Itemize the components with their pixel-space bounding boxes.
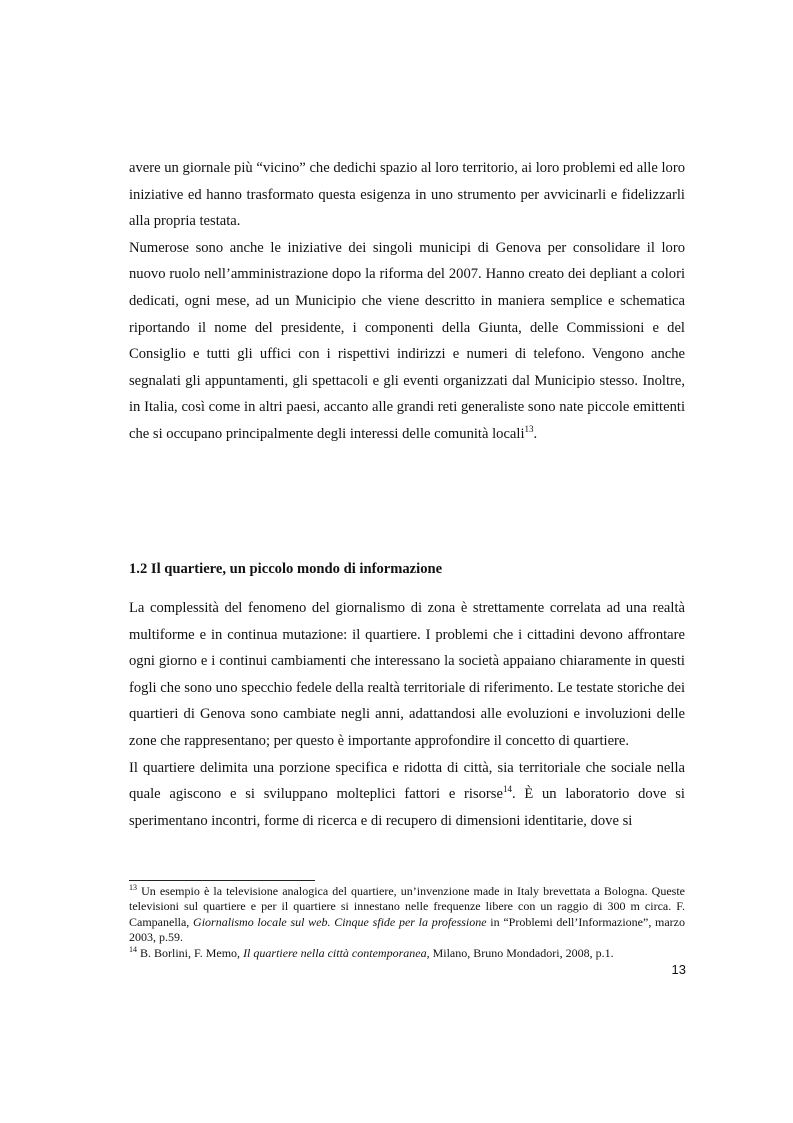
- section-body: [129, 595, 685, 834]
- section-paragraph-2-end: . È un laboratorio dove si sperimentano incontri, forme di ricerca e di recupero di dimensioni identitarie, dove si: [129, 786, 685, 829]
- footnote-text: Un esempio è la televisione analogica del quartiere, un’invenzione made in Italy brevettata a Bologna. Queste televisioni sul quartiere e per il quartiere si innestano nelle frequenze libere con un raggio di 300 m circa. F. Campanella,: [129, 884, 685, 929]
- intro-paragraph-2-text: Numerose sono anche le iniziative dei singoli municipi di Genova per consolidare il loro nuovo ruolo nell’amministrazione dopo la riforma del 2007. Hanno creato dei depliant a colori dedicati, ogni mese, ad un Municipio che viene descritto in maniera semplice e schematica riportando il nome del presidente, i componenti della Giunta, delle Commissioni e del Consiglio e tutti gli uffici con i rispettivi indirizzi e numeri di telefono. Vengono anche segnalati gli appuntamenti, gli spettacoli e gli eventi organizzati dal Municipio stesso. Inoltre, in Italia, così come in altri paesi, accanto alle grandi reti generaliste sono nate piccole emittenti che si occupano principalmente degli interessi delle comunità locali: [129, 239, 685, 442]
- footnote-14: [129, 946, 685, 961]
- page-number: 13: [671, 962, 686, 977]
- footnote-title: Giornalismo locale sul web. Cinque sfide per la professione: [193, 914, 487, 929]
- footnote-text: B. Borlini, F. Memo,: [137, 945, 244, 960]
- footnote-13: [129, 884, 685, 946]
- intro-paragraph-2: [129, 235, 685, 448]
- intro-paragraph-1: avere un giornale più “vicino” che dedichi spazio al loro territorio, ai loro problemi ed alle loro iniziative ed hanno trasformato questa esigenza in uno strumento per avvicinarli e fidelizzarli alla propria testata.: [129, 160, 685, 230]
- intro-paragraph-2-end: .: [533, 425, 538, 442]
- footnote-text-end: , Milano, Bruno Mondadori, 2008, p.1.: [426, 945, 614, 960]
- section-paragraph-2: [129, 755, 685, 835]
- footnote-number: 13: [129, 883, 137, 892]
- footnotes: [129, 884, 685, 961]
- page-content: [129, 155, 685, 829]
- section-paragraph-2-text: Il quartiere delimita una porzione specifica e ridotta di città, sia territoriale che sociale nella quale agiscono e si sviluppano molteplici fattori e risorse: [129, 759, 685, 803]
- section-paragraph-1: La complessità del fenomeno del giornalismo di zona è strettamente correlata ad una realtà multiforme e in continua mutazione: il quartiere. I problemi che i cittadini devono affrontare ogni giorno e i continui cambiamenti che interessano la società appaiano chiaramente in questi fogli che sono uno specchio fedele della realtà territoriale di riferimento. Le testate storiche dei quartieri di Genova sono cambiate negli anni, adattandosi alle evoluzioni e involuzioni delle zone che rappresentano; per questo è importante approfondire il concetto di quartiere.: [129, 600, 685, 749]
- section-heading: 1.2 Il quartiere, un piccolo mondo di informazione: [129, 561, 443, 577]
- footnote-ref-13[interactable]: 13: [524, 424, 534, 435]
- footnote-number: 14: [129, 944, 137, 954]
- footnote-text-end: in “Problemi dell’Informazione”, marzo 2003, p.59.: [129, 914, 686, 945]
- footnote-ref-14[interactable]: 14: [502, 784, 512, 795]
- footnote-separator: [129, 880, 315, 881]
- footnote-title: Il quartiere nella città contemporanea: [243, 945, 427, 960]
